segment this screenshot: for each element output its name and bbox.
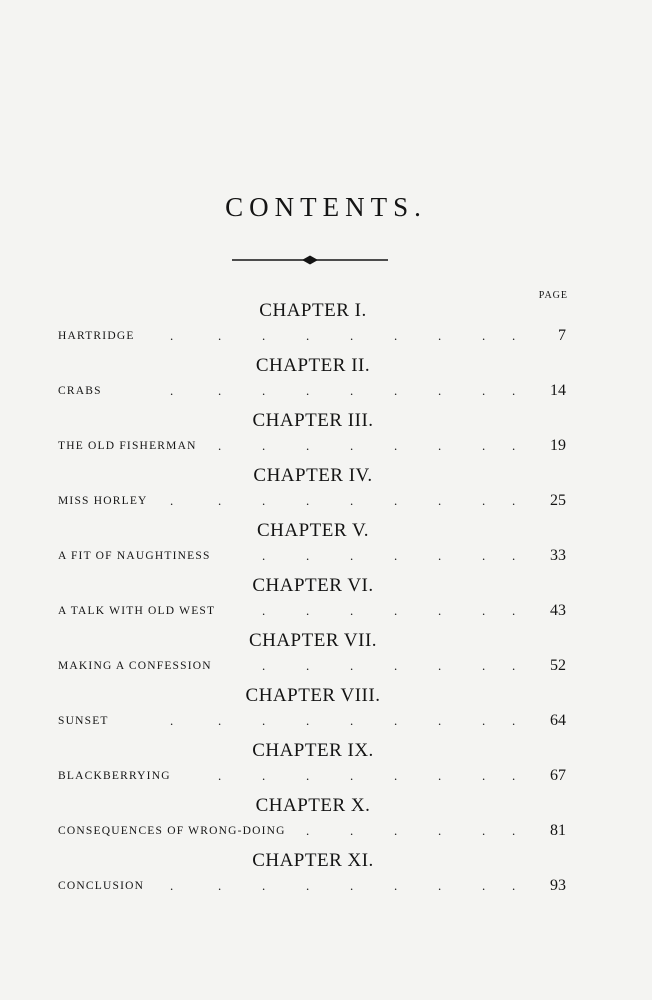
leader-dot: . xyxy=(218,768,222,783)
leader-dot: . xyxy=(306,438,310,453)
leader-dot: . xyxy=(350,658,354,673)
chapter-entry xyxy=(0,520,652,575)
leader-dot: . xyxy=(306,328,310,343)
chapter-entry xyxy=(0,300,652,355)
leader-dot: . xyxy=(262,713,266,728)
chapter-page-number: 14 xyxy=(550,382,566,399)
leader-dot: . xyxy=(438,493,442,508)
leader-dot: . xyxy=(170,493,174,508)
chapter-title: CRABS xyxy=(58,385,102,397)
leader-dot: . xyxy=(170,328,174,343)
leader-dot: . xyxy=(262,878,266,893)
ornament-rule-icon xyxy=(230,253,390,267)
chapter-page-number: 52 xyxy=(550,657,566,674)
chapter-heading: CHAPTER VII. xyxy=(248,630,378,651)
chapter-title: A TALK WITH OLD WEST xyxy=(58,605,216,617)
leader-dot: . xyxy=(350,823,354,838)
leader-dot: . xyxy=(438,438,442,453)
chapter-entry xyxy=(0,795,652,850)
leader-dot: . xyxy=(306,658,310,673)
chapter-entry xyxy=(0,575,652,630)
page-title: CONTENTS. xyxy=(225,192,427,222)
chapter-heading: CHAPTER I. xyxy=(259,300,367,321)
leader-dot: . xyxy=(438,823,442,838)
leader-dot: . xyxy=(394,713,398,728)
leader-dot: . xyxy=(262,768,266,783)
leader-dot: . xyxy=(394,548,398,563)
leader-dot: . xyxy=(306,383,310,398)
chapter-title: SUNSET xyxy=(58,715,109,727)
leader-dot: . xyxy=(306,823,310,838)
leader-dot: . xyxy=(438,383,442,398)
leader-dot: . xyxy=(170,878,174,893)
leader-dot: . xyxy=(512,658,516,673)
page-column-label: PAGE xyxy=(538,290,568,301)
leader-dot: . xyxy=(394,438,398,453)
chapter-heading: CHAPTER IX. xyxy=(252,740,374,761)
leader-dot: . xyxy=(482,713,486,728)
chapter-heading: CHAPTER X. xyxy=(255,795,371,816)
leader-dot: . xyxy=(438,713,442,728)
leader-dot: . xyxy=(482,493,486,508)
chapter-entry xyxy=(0,740,652,795)
leader-dot: . xyxy=(512,548,516,563)
leader-dot: . xyxy=(262,603,266,618)
leader-dot: . xyxy=(394,878,398,893)
leader-dot: . xyxy=(482,658,486,673)
chapter-entry xyxy=(0,410,652,465)
leader-dot: . xyxy=(306,603,310,618)
leader-dot: . xyxy=(218,383,222,398)
leader-dot: . xyxy=(512,603,516,618)
leader-dot: . xyxy=(170,713,174,728)
leader-dot: . xyxy=(482,603,486,618)
leader-dot: . xyxy=(482,823,486,838)
chapter-heading: CHAPTER III. xyxy=(252,410,374,431)
leader-dot: . xyxy=(394,328,398,343)
leader-dot: . xyxy=(482,768,486,783)
chapter-title: CONSEQUENCES OF WRONG-DOING xyxy=(58,825,286,837)
leader-dot: . xyxy=(306,548,310,563)
leader-dot: . xyxy=(512,383,516,398)
chapter-heading: CHAPTER VIII. xyxy=(245,685,381,706)
chapter-heading: CHAPTER IV. xyxy=(253,465,373,486)
leader-dot: . xyxy=(438,328,442,343)
leader-dot: . xyxy=(262,658,266,673)
leader-dot: . xyxy=(394,383,398,398)
leader-dot: . xyxy=(262,438,266,453)
chapter-heading: CHAPTER VI. xyxy=(252,575,374,596)
chapter-page-number: 25 xyxy=(550,492,566,509)
leader-dot: . xyxy=(512,878,516,893)
leader-dot: . xyxy=(306,768,310,783)
chapter-page-number: 33 xyxy=(550,547,566,564)
chapter-page-number: 19 xyxy=(550,437,566,454)
leader-dot: . xyxy=(262,383,266,398)
leader-dot: . xyxy=(438,603,442,618)
leader-dot: . xyxy=(482,548,486,563)
leader-dot: . xyxy=(512,493,516,508)
leader-dot: . xyxy=(438,768,442,783)
leader-dot: . xyxy=(218,878,222,893)
leader-dot: . xyxy=(512,713,516,728)
chapter-page-number: 93 xyxy=(550,877,566,894)
leader-dot: . xyxy=(350,328,354,343)
leader-dot: . xyxy=(350,548,354,563)
leader-dot: . xyxy=(482,383,486,398)
chapter-title: CONCLUSION xyxy=(58,880,145,892)
leader-dot: . xyxy=(306,713,310,728)
leader-dot: . xyxy=(512,438,516,453)
leader-dot: . xyxy=(350,768,354,783)
leader-dot: . xyxy=(512,823,516,838)
leader-dot: . xyxy=(438,658,442,673)
chapter-page-number: 67 xyxy=(550,767,566,784)
leader-dot: . xyxy=(482,878,486,893)
leader-dot: . xyxy=(218,438,222,453)
leader-dot: . xyxy=(262,328,266,343)
leader-dot: . xyxy=(350,493,354,508)
leader-dot: . xyxy=(438,548,442,563)
chapter-entry xyxy=(0,355,652,410)
leader-dot: . xyxy=(306,493,310,508)
chapter-title: MAKING A CONFESSION xyxy=(58,660,212,672)
leader-dot: . xyxy=(394,823,398,838)
leader-dot: . xyxy=(350,603,354,618)
chapter-title: THE OLD FISHERMAN xyxy=(58,440,197,452)
leader-dot: . xyxy=(218,713,222,728)
leader-dot: . xyxy=(394,658,398,673)
chapter-entry xyxy=(0,685,652,740)
chapter-page-number: 43 xyxy=(550,602,566,619)
leader-dot: . xyxy=(218,493,222,508)
chapter-page-number: 81 xyxy=(550,822,566,839)
leader-dot: . xyxy=(350,878,354,893)
chapter-entry xyxy=(0,465,652,520)
leader-dot: . xyxy=(394,768,398,783)
chapter-title: HARTRIDGE xyxy=(58,330,135,342)
leader-dot: . xyxy=(350,438,354,453)
chapter-heading: CHAPTER XI. xyxy=(252,850,374,871)
chapter-list xyxy=(0,300,652,905)
chapter-heading: CHAPTER V. xyxy=(257,520,369,541)
leader-dot: . xyxy=(482,328,486,343)
leader-dot: . xyxy=(482,438,486,453)
chapter-entry xyxy=(0,850,652,905)
leader-dot: . xyxy=(394,603,398,618)
leader-dot: . xyxy=(170,383,174,398)
chapter-entry xyxy=(0,630,652,685)
leader-dot: . xyxy=(350,383,354,398)
leader-dot: . xyxy=(262,548,266,563)
chapter-page-number: 64 xyxy=(550,712,566,729)
chapter-title: BLACKBERRYING xyxy=(58,770,171,782)
chapter-title: MISS HORLEY xyxy=(58,495,148,507)
leader-dot: . xyxy=(512,768,516,783)
chapter-page-number: 7 xyxy=(558,327,566,344)
leader-dot: . xyxy=(438,878,442,893)
leader-dot: . xyxy=(512,328,516,343)
leader-dot: . xyxy=(350,713,354,728)
leader-dot: . xyxy=(306,878,310,893)
chapter-heading: CHAPTER II. xyxy=(255,355,371,376)
leader-dot: . xyxy=(218,328,222,343)
leader-dot: . xyxy=(394,493,398,508)
leader-dot: . xyxy=(262,493,266,508)
chapter-title: A FIT OF NAUGHTINESS xyxy=(58,550,211,562)
